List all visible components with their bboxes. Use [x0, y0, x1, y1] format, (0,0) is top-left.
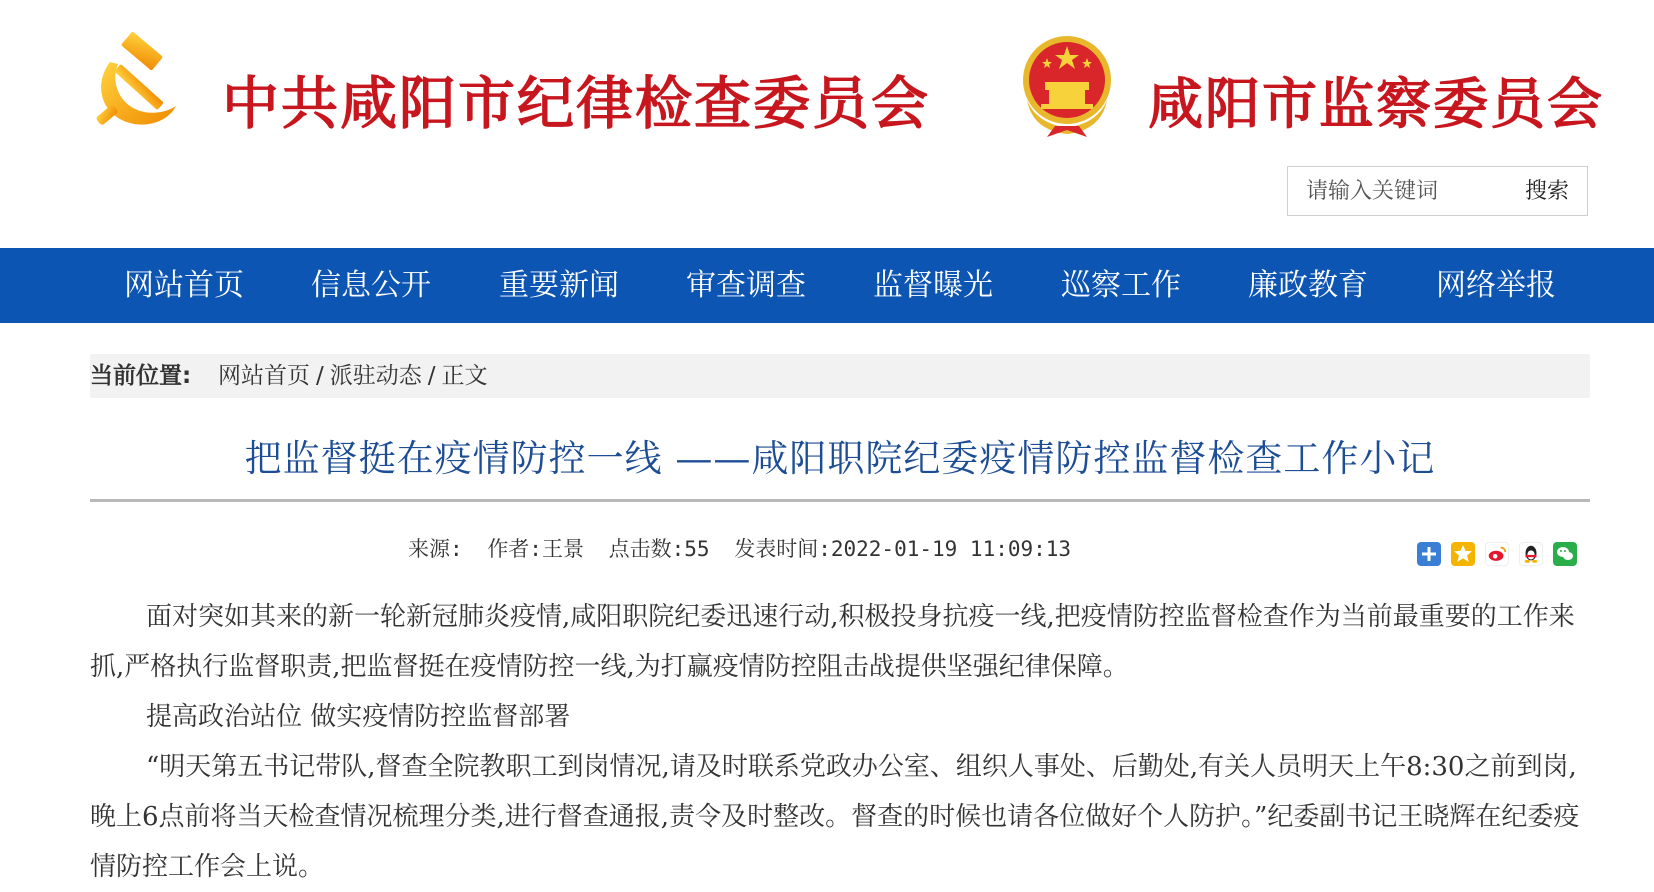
search-button[interactable]: 搜索: [1524, 179, 1569, 204]
breadcrumb-separator: /: [427, 363, 436, 389]
article-meta: [408, 533, 1083, 563]
article-paragraph: 面对突如其来的新一轮新冠肺炎疫情,咸阳职院纪委迅速行动,积极投身抗疫一线,把疫情防控监督检查作为当前最重要的工作来抓,严格执行监督职责,把监督挺在疫情防控一线,为打赢疫情防控阻击战提供坚强纪律保障。: [90, 602, 1575, 682]
meta-published: 发表时间:2022-01-19 11:09:13: [734, 537, 1072, 561]
article-title: 把监督挺在疫情防控一线 ——咸阳职院纪委疫情防控监督检查工作小记: [244, 437, 1436, 480]
article-paragraph: “明天第五书记带队,督查全院教职工到岗情况,请及时联系党政办公室、组织人事处、后勤处,有关人员明天上午8:30之前到岗,晚上6点前将当天检查情况梳理分类,进行督查通报,责令及时整改。督查的时候也请各位做好个人防护。”纪委副书记王晓辉在纪委疫情防控工作会上说。: [90, 752, 1580, 882]
breadcrumb-link-home[interactable]: 网站首页: [218, 363, 310, 389]
nav-item-home[interactable]: 网站首页: [124, 268, 244, 303]
plus-share-icon[interactable]: [1417, 542, 1441, 566]
nav-item-supervision-exposure[interactable]: 监督曝光: [873, 268, 993, 303]
search-box: [1287, 166, 1588, 216]
breadcrumb-current: 正文: [441, 363, 488, 389]
main-nav: [0, 248, 1654, 323]
meta-author: 作者:王景: [487, 537, 584, 561]
article-subheading: 提高政治站位 做实疫情防控监督部署: [146, 702, 571, 732]
qzone-icon[interactable]: [1451, 542, 1475, 566]
article-body: [90, 592, 1590, 892]
breadcrumb-items: [218, 354, 488, 398]
breadcrumb-label: 当前位置:: [90, 363, 192, 389]
org-title-right: 咸阳市监察委员会: [1148, 71, 1605, 136]
site-header: [0, 0, 1654, 248]
breadcrumb-link-dispatch-news[interactable]: 派驻动态: [329, 363, 422, 389]
meta-source: 来源:: [408, 537, 463, 561]
nav-item-online-report[interactable]: 网络举报: [1436, 268, 1556, 303]
org-title-left: 中共咸阳市纪律检查委员会: [222, 70, 930, 137]
title-divider: [90, 499, 1590, 502]
party-emblem-icon: [88, 32, 188, 132]
meta-clicks: 点击数:55: [608, 537, 710, 561]
nav-item-inspection-work[interactable]: 巡察工作: [1061, 268, 1181, 303]
breadcrumb: [90, 354, 1590, 398]
national-emblem-icon: [1017, 30, 1117, 138]
nav-item-important-news[interactable]: 重要新闻: [499, 268, 619, 303]
qq-icon[interactable]: [1519, 542, 1543, 566]
search-input[interactable]: [1288, 167, 1508, 215]
nav-item-info-disclosure[interactable]: 信息公开: [311, 268, 431, 303]
wechat-icon[interactable]: [1553, 542, 1577, 566]
nav-item-investigation[interactable]: 审查调查: [686, 268, 806, 303]
breadcrumb-separator: /: [316, 363, 324, 389]
nav-item-integrity-education[interactable]: 廉政教育: [1248, 268, 1368, 303]
weibo-icon[interactable]: [1485, 542, 1509, 566]
